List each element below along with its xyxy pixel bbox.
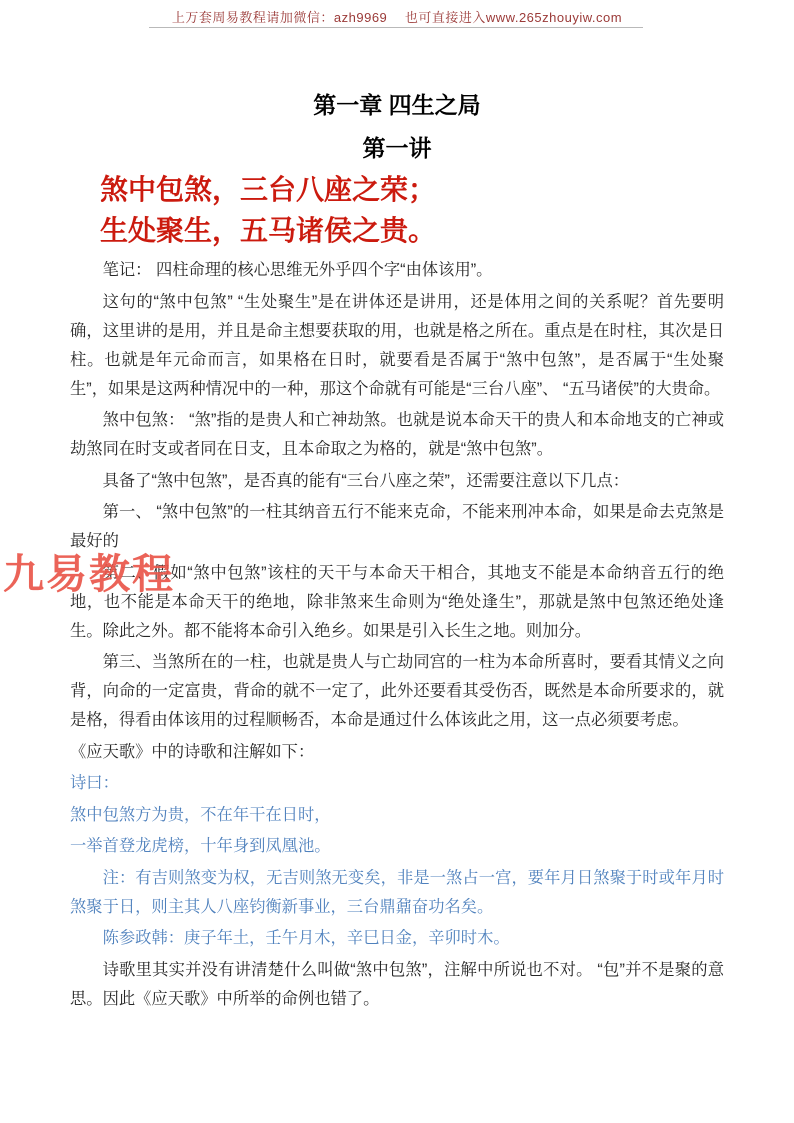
paragraph-discussion: 这句的“煞中包煞” “生处聚生”是在讲体还是讲用，还是体用之间的关系呢？首先要明确，这里讲的是用，并且是命主想要获取的用，也就是格之所在。重点是在时柱，其次是日柱。也就是年元命而言，如果格在日时，就要看是否属于“煞中包煞”，是否属于“生处聚生”，如果是这两种情况中的一种，那这个命就有可能是“三台八座”、 “五马诸侯”的大贵命。 xyxy=(70,292,724,398)
verse-line-2: 生处聚生，五马诸侯之贵。 xyxy=(100,215,437,246)
paragraph-critique: 诗歌里其实并没有讲清楚什么叫做“煞中包煞”，注解中所说也不对。 “包”并不是聚的意思。因此《应天歌》中所举的命例也错了。 xyxy=(70,960,724,1008)
paragraph-songbook-intro: 《应天歌》中的诗歌和注解如下： xyxy=(70,742,315,761)
watermark-text: 九易教程 xyxy=(3,551,175,597)
poem-label: 诗曰： xyxy=(70,774,119,792)
paragraphs-section xyxy=(70,256,724,1014)
verse-block xyxy=(70,169,724,251)
paragraph-point-1: 第一、 “煞中包煞”的一柱其纳音五行不能来克命，不能来刑冲本命，如果是命去克煞是最好的 xyxy=(70,503,724,550)
poem-line-1: 煞中包煞方为贵，不在年干在日时， xyxy=(70,805,331,824)
paragraph-definition: 煞中包煞： “煞”指的是贵人和亡神劫煞。也就是说本命天干的贵人和本命地支的亡神或劫煞同在时支或者同在日支，且本命取之为格的，就是“煞中包煞”。 xyxy=(70,411,724,458)
verse-line-1: 煞中包煞，三台八座之荣； xyxy=(100,174,437,205)
poem-line-2: 一举首登龙虎榜，十年身到凤凰池。 xyxy=(70,837,331,855)
page-header-text: 上万套周易教程请加微信：azh9969 也可直接进入www.265zhouyiw.com xyxy=(171,10,623,25)
lecture-title: 第一讲 xyxy=(362,135,432,161)
example-case: 陈参政韩：庚子年土，壬午月木，辛巳日金，辛卯时木。 xyxy=(102,929,510,947)
paragraph-note: 笔记： 四柱命理的核心思维无外乎四个字“由体该用”。 xyxy=(102,261,493,279)
paragraph-point-3: 第三、当煞所在的一柱，也就是贵人与亡劫同宫的一柱为本命所喜时，要看其情义之向背，向命的一定富贵，背命的就不一定了，此外还要看其受伤否，既然是本命所要求的，就是格，得看由体该用的过程顺畅否，本命是通过什么体该此之用，这一点必须要考虑。 xyxy=(70,653,724,729)
paragraph-point-2: 第二、假如“煞中包煞”该柱的天干与本命天干相合，其地支不能是本命纳音五行的绝地，也不能是本命天干的绝地，除非煞来生命则为“绝处逢生”，那就是煞中包煞还绝处逢生。除此之外。都不能将本命引入绝乡。如果是引入长生之地。则加分。 xyxy=(70,563,724,640)
paragraph-conditions-intro: 具备了“煞中包煞”，是否真的能有“三台八座之荣”，还需要注意以下几点： xyxy=(102,471,630,490)
chapter-title: 第一章 四生之局 xyxy=(313,92,481,118)
poem-annotation: 注：有吉则煞变为权，无吉则煞无变矣，非是一煞占一宫，要年月日煞聚于时或年月时煞聚于日，则主其人八座钧衡新事业，三台鼎鼐奋功名矣。 xyxy=(70,868,724,916)
